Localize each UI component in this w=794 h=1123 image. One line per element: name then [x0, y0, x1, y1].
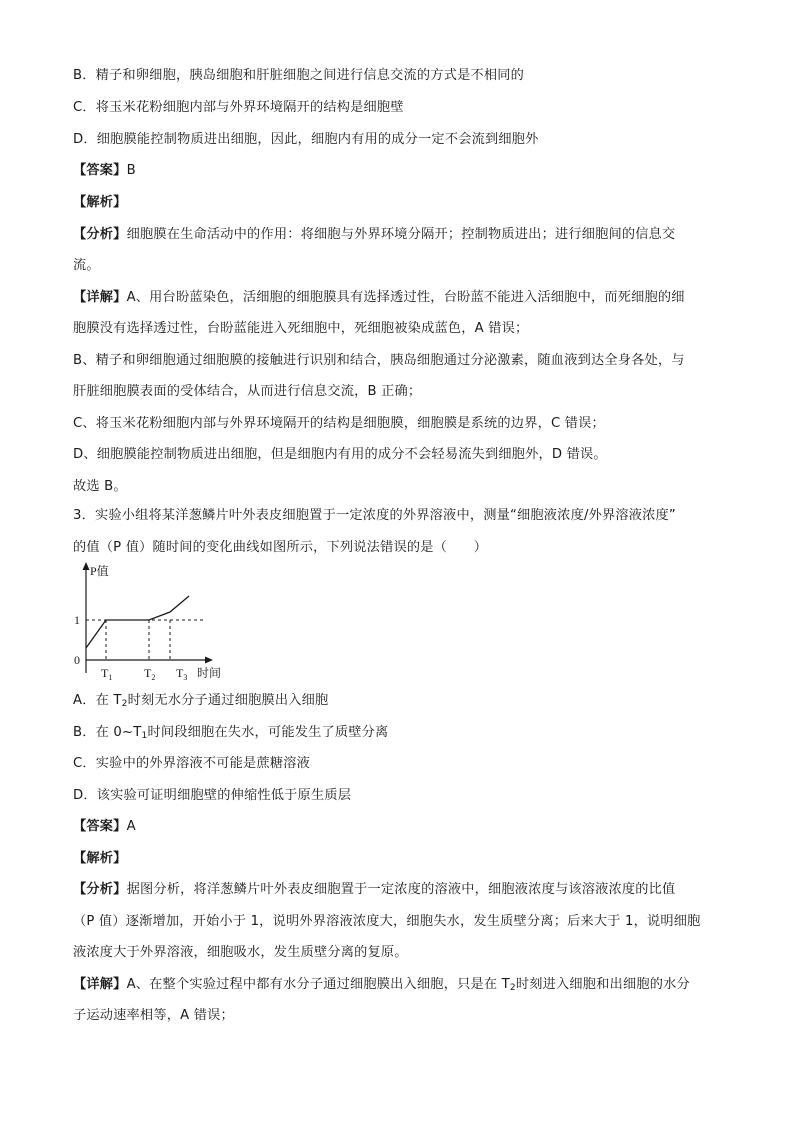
p-value-chart [70, 560, 230, 685]
q3-option-b-pre: B．在 0~T [73, 725, 142, 740]
answer-tag: 【答案】 [73, 819, 127, 834]
q3-option-d: D．该实验可证明细胞壁的伸缩性低于原生质层 [73, 788, 352, 803]
q3-option-c: C．实验中的外界溶液不可能是蔗糖溶液 [73, 756, 310, 771]
q2-b-line1: B、精子和卵细胞通过细胞膜的接触进行识别和结合，胰岛细胞通过分泌激素，随血液到达全身各处，与 [73, 353, 685, 368]
q3-option-b [73, 723, 733, 746]
xiangjie-tag: 【详解】 [73, 290, 127, 305]
q2-analysis-tag [73, 193, 733, 213]
q3-analysis-tag [73, 849, 733, 869]
answer-value: B [126, 163, 136, 178]
q3-xiangjie-pre: A、在整个实验过程中都有水分子通过细胞膜出入细胞，只是在 T [126, 977, 510, 992]
fenxi-tag: 【分析】 [73, 882, 127, 897]
q3-option-a [73, 691, 733, 714]
q3-option-a-sub: 2 [121, 699, 128, 709]
q3-xiangjie-line2: 子运动速率相等，A 错误； [73, 1008, 234, 1023]
fenxi-text: 据图分析，将洋葱鳞片叶外表皮细胞置于一定浓度的溶液中，细胞液浓度与该溶液浓度的比值 [126, 882, 676, 897]
q2-c-line: C、将玉米花粉细胞内部与外界环境隔开的结构是细胞膜，细胞膜是系统的边界，C 错误； [73, 416, 605, 431]
answer-value: A [126, 819, 136, 834]
analysis-tag: 【解析】 [73, 851, 127, 866]
q2-xiangjie-line2: 胞膜没有选择透过性，台盼蓝能进入死细胞中，死细胞被染成蓝色，A 错误； [73, 321, 529, 336]
q2-b-line2: 肝脏细胞膜表面的受体结合，从而进行信息交流，B 正确； [73, 384, 422, 399]
q3-option-b-sub: 1 [141, 731, 148, 741]
q3-option-a-pre: A．在 T [73, 693, 122, 708]
q3-option-a-post: 时刻无水分子通过细胞膜出入细胞 [127, 693, 329, 708]
q3-fenxi-line3: 液浓度大于外界溶液，细胞吸水，发生质壁分离的复原。 [73, 945, 408, 960]
q2-conclusion: 故选 B。 [73, 479, 127, 494]
y-axis-arrow [83, 562, 90, 570]
q2-option-d: D．细胞膜能控制物质进出细胞，因此，细胞内有用的成分一定不会流到细胞外 [73, 132, 539, 147]
x-tick-t2: $T_2$ [144, 666, 156, 682]
xiangjie-text: A、用台盼蓝染色，活细胞的细胞膜具有选择透过性，台盼蓝不能进入活细胞中，而死细胞的细 [126, 290, 685, 305]
q2-fenxi-line2: 流。 [73, 258, 100, 273]
y-tick-1: 1 [74, 613, 80, 627]
fenxi-text: 细胞膜在生命活动中的作用：将细胞与外界环境分隔开；控制物质进出；进行细胞间的信息交 [126, 227, 676, 242]
q3-xiangjie-sub: 2 [509, 983, 516, 993]
q2-option-c: C．将玉米花粉细胞内部与外界环境隔开的结构是细胞壁 [73, 100, 404, 115]
q2-fenxi-line1 [73, 225, 733, 245]
q3-xiangjie-post: 时刻进入细胞和出细胞的水分 [515, 977, 690, 992]
xiangjie-tag: 【详解】 [73, 977, 127, 992]
q3-option-b-post: 时间段细胞在失水，可能发生了质壁分离 [147, 725, 389, 740]
x-tick-t3: $T_3$ [176, 666, 188, 682]
q3-stem-line1: 3．实验小组将某洋葱鳞片叶外表皮细胞置于一定浓度的外界溶液中，测量“细胞液浓度/外界溶液浓度” [73, 508, 676, 523]
q2-answer [73, 161, 733, 181]
p-value-curve [86, 596, 189, 648]
answer-tag: 【答案】 [73, 163, 127, 178]
q2-d-line: D、细胞膜能控制物质进出细胞，但是细胞内有用的成分不会轻易流失到细胞外，D 错误。 [73, 447, 607, 462]
q3-xiangjie-line1 [73, 975, 733, 998]
fenxi-tag: 【分析】 [73, 227, 127, 242]
q2-option-b: B．精子和卵细胞，胰岛细胞和肝脏细胞之间进行信息交流的方式是不相同的 [73, 68, 525, 83]
y-axis-label: P值 [90, 564, 109, 578]
q3-answer [73, 817, 733, 837]
q3-fenxi-line2: （P 值）逐渐增加，开始小于 1，说明外界溶液浓度大，细胞失水，发生质壁分离；后来大于 1，说明细胞 [73, 914, 701, 929]
x-axis-arrow [205, 657, 213, 664]
q3-stem-line2: 的值（P 值）随时间的变化曲线如图所示，下列说法错误的是（ ） [73, 540, 488, 555]
x-axis-label: 时间 [197, 666, 222, 680]
analysis-tag: 【解析】 [73, 195, 127, 210]
y-tick-0: 0 [74, 653, 80, 667]
x-tick-t1: $T_1$ [101, 666, 113, 682]
q3-fenxi-line1 [73, 880, 733, 900]
q2-xiangjie-line1 [73, 288, 733, 308]
